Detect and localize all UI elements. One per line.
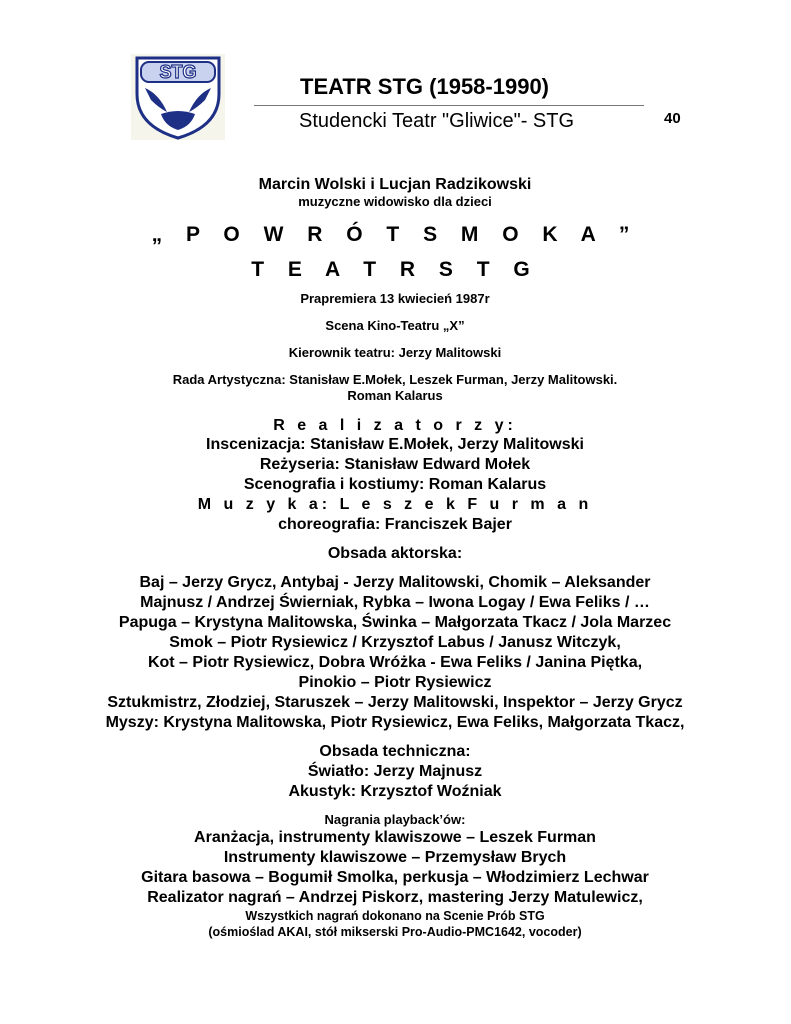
recordings-line: Gitara basowa – Bogumił Smolka, perkusja – Włodzimierz Lechwar: [141, 869, 649, 886]
recordings-line: Aranżacja, instrumenty klawiszowe – Leszek Furman: [194, 829, 596, 846]
cast-heading: Obsada aktorska:: [327, 545, 463, 562]
cast-line: Papuga – Krystyna Malitowska, Świnka – Małgorzata Tkacz / Jola Marzec: [118, 614, 672, 631]
tech-line: Akustyk: Krzysztof Woźniak: [288, 783, 502, 800]
cast-line: Myszy: Krystyna Malitowska, Piotr Rysiewicz, Ewa Feliks, Małgorzata Tkacz,: [105, 714, 685, 731]
page-subtitle: Studencki Teatr "Gliwice"- STG: [299, 110, 575, 132]
cast-line: Baj – Jerzy Grycz, Antybaj - Jerzy Malitowski, Chomik – Aleksander: [139, 574, 651, 591]
creators-heading: R e a l i z a t o r z y:: [273, 417, 517, 434]
creators-line: Scenografia i kostiumy: Roman Kalarus: [243, 476, 547, 493]
creators-line: Inscenizacja: Stanisław E.Mołek, Jerzy Malitowski: [206, 436, 584, 453]
play-title: „ P O W R Ó T S M O K A ”: [151, 223, 639, 246]
creators-line: Reżyseria: Stanisław Edward Mołek: [259, 456, 531, 473]
cast-line: Kot – Piotr Rysiewicz, Dobra Wróżka - Ewa Feliks / Janina Piętka,: [147, 654, 643, 671]
creators-line: choreografia: Franciszek Bajer: [278, 516, 512, 533]
artistic-council-line-2: Roman Kalarus: [347, 388, 443, 403]
recordings-heading: Nagrania playback’ów:: [324, 812, 466, 827]
authors: Marcin Wolski i Lucjan Radzikowski: [258, 176, 532, 193]
header-divider: [254, 105, 644, 106]
recordings-line: Realizator nagrań – Andrzej Piskorz, mastering Jerzy Matulewicz,: [147, 889, 643, 906]
artistic-council-line-1: Rada Artystyczna: Stanisław E.Mołek, Leszek Furman, Jerzy Malitowski.: [172, 372, 618, 387]
page-title: TEATR STG (1958-1990): [300, 74, 550, 99]
stage-venue: Scena Kino-Teatru „X”: [325, 318, 465, 333]
theatre-name: T E A T R S T G: [251, 258, 539, 281]
tech-heading: Obsada techniczna:: [319, 743, 471, 760]
recordings-note: (ośmioślad AKAI, stół mikserski Pro-Audio-PMC1642, vocoder): [208, 925, 582, 939]
tech-line: Światło: Jerzy Majnusz: [307, 763, 483, 780]
genre: muzyczne widowisko dla dzieci: [298, 194, 492, 209]
logo-text: STG: [159, 62, 197, 82]
page-number: 40: [664, 110, 681, 127]
recordings-line: Instrumenty klawiszowe – Przemysław Brych: [223, 849, 567, 866]
cast-line: Pinokio – Piotr Rysiewicz: [298, 674, 492, 691]
premiere-date: Prapremiera 13 kwiecień 1987r: [300, 291, 490, 306]
cast-line: Majnusz / Andrzej Świerniak, Rybka – Iwona Logay / Ewa Feliks / …: [140, 594, 650, 611]
creators-line: M u z y k a: L e s z e k F u r m a n: [197, 496, 593, 513]
stg-logo: [131, 54, 225, 140]
document-body: [60, 175, 730, 940]
recordings-note: Wszystkich nagrań dokonano na Scenie Prób STG: [245, 909, 545, 923]
cast-line: Smok – Piotr Rysiewicz / Krzysztof Labus / Janusz Witczyk,: [169, 634, 621, 651]
cast-line: Sztukmistrz, Złodziej, Staruszek – Jerzy Malitowski, Inspektor – Jerzy Grycz: [107, 694, 683, 711]
theatre-manager: Kierownik teatru: Jerzy Malitowski: [288, 345, 502, 360]
